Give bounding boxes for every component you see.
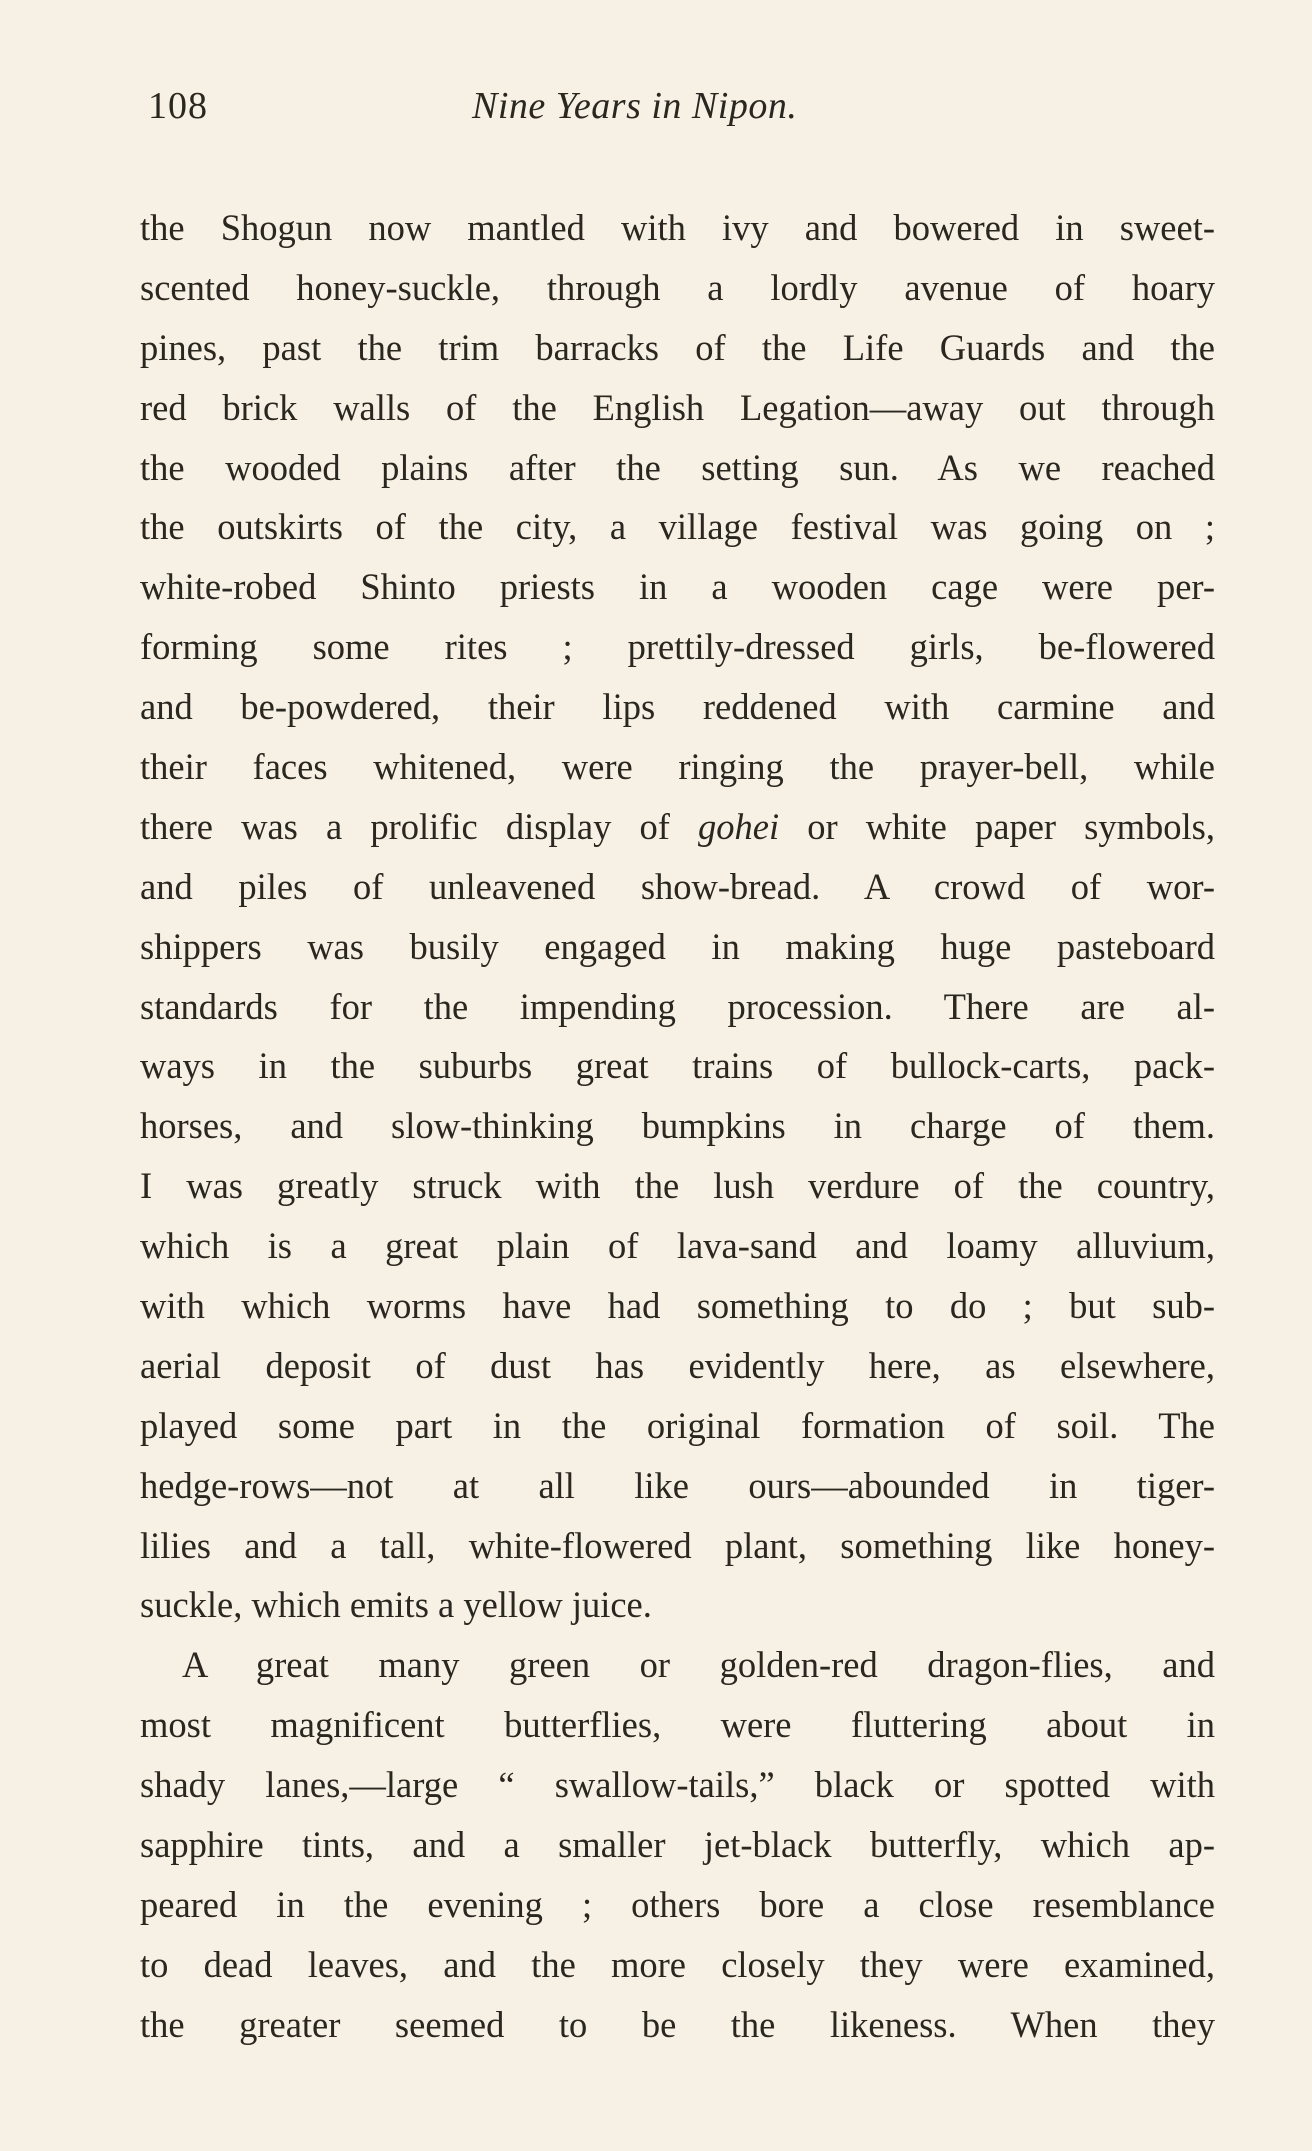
text-line: hedge-rows—not at all like ours—abounded in tiger- xyxy=(140,1464,1215,1506)
text-line xyxy=(140,797,1215,857)
running-title: Nine Years in Nipon. xyxy=(472,85,798,127)
text-line: A great many green or golden-red dragon-flies, and xyxy=(182,1644,1215,1686)
text-line: peared in the evening ; others bore a close resemblance xyxy=(140,1883,1215,1925)
text-line: standards for the impending procession. There are al- xyxy=(140,985,1215,1027)
page-header xyxy=(148,84,1213,144)
text-line: red brick walls of the English Legation—away out through xyxy=(140,386,1215,428)
text-line: played some part in the original formation of soil. The xyxy=(140,1404,1215,1446)
text-segment: or white paper symbols, xyxy=(779,805,1215,847)
text-line: which is a great plain of lava-sand and loamy alluvium, xyxy=(140,1225,1215,1267)
text-line: white-robed Shinto priests in a wooden cage were per- xyxy=(140,566,1215,608)
text-line: horses, and slow-thinking bumpkins in charge of them. xyxy=(140,1105,1215,1147)
text-line: scented honey-suckle, through a lordly avenue of hoary xyxy=(140,266,1215,308)
text-line: ways in the suburbs great trains of bullock-carts, pack- xyxy=(140,1045,1215,1087)
text-line: the wooded plains after the setting sun. As we reached xyxy=(140,446,1215,488)
text-line: shippers was busily engaged in making huge pasteboard xyxy=(140,925,1215,967)
body-text xyxy=(140,198,1215,2055)
text-line: I was greatly struck with the lush verdure of the country, xyxy=(140,1165,1215,1207)
text-line: the greater seemed to be the likeness. When they xyxy=(140,2003,1215,2045)
text-line: and piles of unleavened show-bread. A crowd of wor- xyxy=(140,865,1215,907)
text-line: sapphire tints, and a smaller jet-black butterfly, which ap- xyxy=(140,1824,1215,1866)
text-line: the Shogun now mantled with ivy and bowered in sweet- xyxy=(140,207,1215,248)
page-number: 108 xyxy=(148,85,208,127)
text-line: with which worms have had something to do ; but sub- xyxy=(140,1285,1215,1327)
text-line: shady lanes,—large “ swallow-tails,” black or spotted with xyxy=(140,1764,1215,1806)
italic-term: gohei xyxy=(698,805,780,847)
text-line: most magnificent butterflies, were fluttering about in xyxy=(140,1704,1215,1746)
text-line: forming some rites ; prettily-dressed girls, be-flowered xyxy=(140,626,1215,668)
text-segment: there was a prolific display of xyxy=(140,805,698,847)
text-line: their faces whitened, were ringing the prayer-bell, while xyxy=(140,746,1215,788)
text-line: the outskirts of the city, a village festival was going on ; xyxy=(140,506,1215,548)
text-line: to dead leaves, and the more closely they were examined, xyxy=(140,1943,1215,1985)
text-line: aerial deposit of dust has evidently here, as elsewhere, xyxy=(140,1344,1215,1386)
text-line: pines, past the trim barracks of the Life Guards and the xyxy=(140,326,1215,368)
text-line: and be-powdered, their lips reddened with carmine and xyxy=(140,686,1215,728)
text-line: lilies and a tall, white-flowered plant, something like honey- xyxy=(140,1524,1215,1566)
text-line: suckle, which emits a yellow juice. xyxy=(140,1584,652,1626)
